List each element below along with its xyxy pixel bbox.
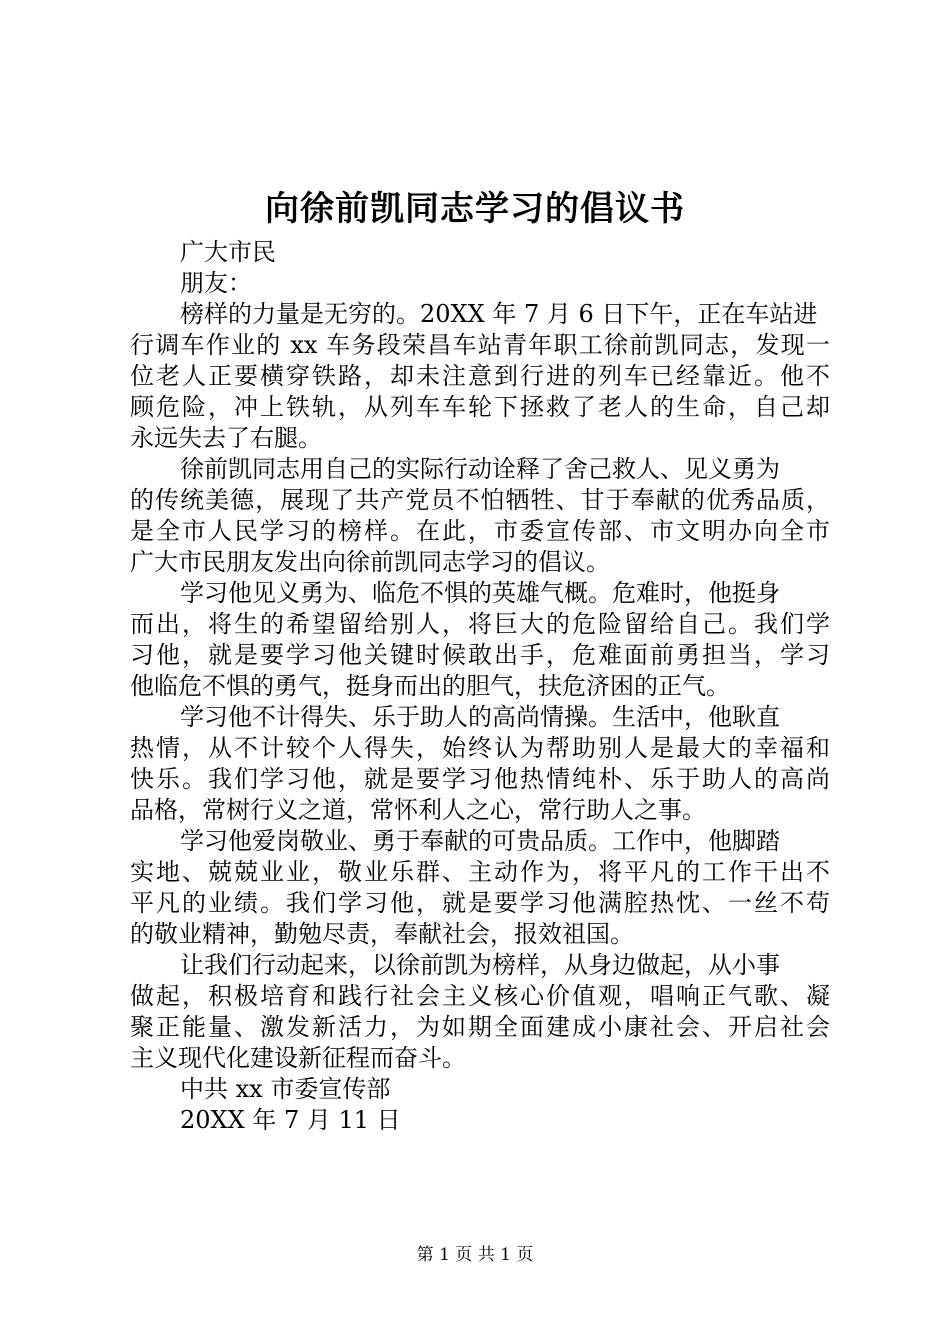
paragraph [130,454,830,578]
paragraph [130,299,830,454]
paragraph [130,578,830,702]
paragraph-line: 的敬业精神，勤勉尽责，奉献社会，报效祖国。 [130,920,634,948]
paragraph-line: 平凡的业绩。我们学习他，就是要学习他满腔热忱、一丝不苟 [130,889,830,917]
document-date: 20XX 年 7 月 11 日 [180,1106,401,1134]
paragraph [130,826,830,950]
page-footer: 第 1 页 共 1 页 [416,1245,534,1265]
paragraph-line: 而出，将生的希望留给别人，将巨大的危险留给自己。我们学 [130,610,830,638]
paragraph-line: 实地、兢兢业业，敬业乐群、主动作为，将平凡的工作干出不 [130,858,830,886]
paragraph [130,950,830,1074]
paragraph-line: 徐前凯同志用自己的实际行动诠释了舍己救人、见义勇为 [180,455,780,483]
salutation-line: 朋友： [180,269,252,297]
paragraph-line: 品格，常树行义之道，常怀利人之心，常行助人之事。 [130,796,706,824]
document-title: 向徐前凯同志学习的倡议书 [265,189,685,229]
paragraph-line: 榜样的力量是无穷的。20XX 年 7 月 6 日下午，正在车站进 [180,300,818,328]
paragraph-line: 顾危险，冲上铁轨，从列车车轮下拯救了老人的生命，自己却 [130,393,830,421]
paragraph-line: 让我们行动起来，以徐前凯为榜样，从身边做起，从小事 [180,951,780,979]
paragraph-line: 是全市人民学习的榜样。在此，市委宣传部、市文明办向全市 [130,517,830,545]
paragraph-line: 广大市民朋友发出向徐前凯同志学习的倡议。 [130,548,610,576]
paragraph [130,702,830,826]
salutation-line: 广大市民 [180,238,276,266]
paragraph-line: 永远失去了右腿。 [130,424,322,452]
paragraph-line: 位老人正要横穿铁路，却未注意到行进的列车已经靠近。他不 [130,362,830,390]
paragraph-line: 习他，就是要学习他关键时候敢出手，危难面前勇担当，学习 [130,641,830,669]
paragraph-line: 做起，积极培育和践行社会主义核心价值观，唱响正气歌、凝 [130,982,830,1010]
signature: 中共 xx 市委宣传部 [180,1075,391,1103]
paragraph-line: 主义现代化建设新征程而奋斗。 [130,1044,466,1072]
paragraph-line: 行调车作业的 xx 车务段荣昌车站青年职工徐前凯同志，发现一 [130,331,830,359]
paragraph-line: 热情，从不计较个人得失，始终认为帮助别人是最大的幸福和 [130,734,830,762]
paragraph-line: 聚正能量、激发新活力，为如期全面建成小康社会、开启社会 [130,1013,830,1041]
paragraph-line: 的传统美德，展现了共产党员不怕牺牲、甘于奉献的优秀品质， [130,486,830,514]
paragraph-line: 学习他爱岗敬业、勇于奉献的可贵品质。工作中，他脚踏 [180,827,780,855]
paragraph-line: 快乐。我们学习他，就是要学习他热情纯朴、乐于助人的高尚 [130,765,830,793]
paragraph-line: 学习他不计得失、乐于助人的高尚情操。生活中，他耿直 [180,703,780,731]
paragraph-line: 他临危不惧的勇气，挺身而出的胆气，扶危济困的正气。 [130,672,730,700]
document-body [130,237,830,1136]
paragraph-line: 学习他见义勇为、临危不惧的英雄气概。危难时，他挺身 [180,579,780,607]
